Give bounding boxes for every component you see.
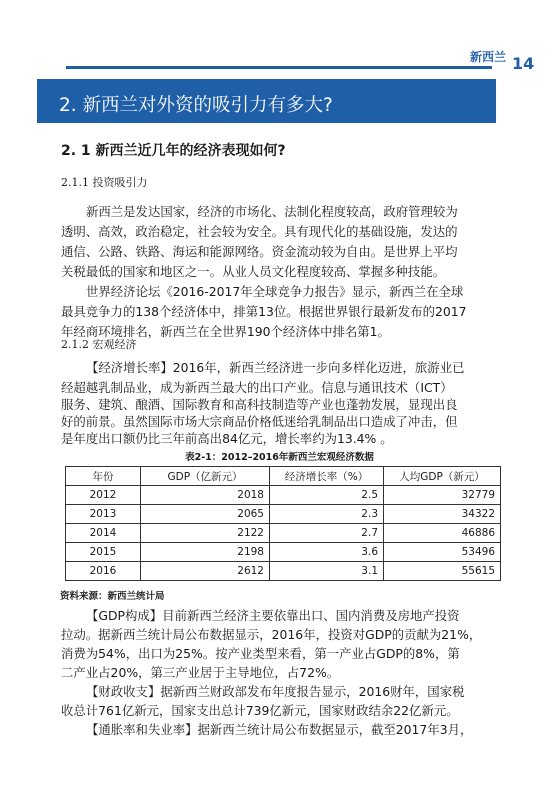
paragraph-line: 【通胀率和失业率】据新西兰统计局公布数据显示，截至2017年3月， bbox=[86, 722, 473, 737]
table-source-note: 资料来源：新西兰统计局 bbox=[60, 591, 165, 602]
table-row bbox=[66, 562, 501, 581]
table-cell: 2015 bbox=[66, 543, 141, 562]
section-2-1-2-title: 2.1.2 宏观经济 bbox=[61, 338, 137, 351]
table-cell: 2018 bbox=[141, 486, 270, 505]
table-cell: 2012 bbox=[66, 486, 141, 505]
chapter-title: 2. 新西兰对外资的吸引力有多大? bbox=[59, 95, 333, 116]
table-cell: 2016 bbox=[66, 562, 141, 581]
paragraph-line: 新西兰是发达国家，经济的市场化、法制化程度较高，政府管理较为 bbox=[86, 204, 458, 219]
section-2-1-title: 2. 1 新西兰近几年的经济表现如何? bbox=[61, 143, 286, 159]
paragraph-line: 最具竞争力的138个经济体中，排第13位。根据世界银行最新发布的2017 bbox=[61, 304, 467, 319]
column-header-year: 年份 bbox=[66, 467, 141, 486]
column-header-growth: 经济增长率（%） bbox=[270, 467, 384, 486]
paragraph-line: 通信、公路、铁路、海运和能源网络。资金流动较为自由。是世界上平均 bbox=[61, 244, 458, 259]
table-cell: 32779 bbox=[384, 486, 501, 505]
table-cell: 2198 bbox=[141, 543, 270, 562]
table-cell: 3.1 bbox=[270, 562, 384, 581]
paragraph-line: 【财政收支】据新西兰财政部发布年度报告显示，2016财年，国家税 bbox=[86, 684, 465, 699]
table-header-row bbox=[66, 467, 501, 486]
table-cell: 2.3 bbox=[270, 505, 384, 524]
table-row bbox=[66, 505, 501, 524]
table-row bbox=[66, 486, 501, 505]
table-cell: 3.6 bbox=[270, 543, 384, 562]
table-cell: 46886 bbox=[384, 524, 501, 543]
header-section-label: 新西兰 bbox=[469, 50, 506, 64]
paragraph-line: 消费为54%，出口为25%。按产业类型来看，第一产业占GDP的8%，第 bbox=[61, 646, 460, 661]
paragraph-line: 透明、高效，政治稳定，社会较为安全。具有现代化的基础设施，发达的 bbox=[61, 224, 458, 239]
paragraph-line: 年经商环境排名，新西兰在全世界190个经济体中排名第1。 bbox=[61, 324, 390, 339]
column-header-gdp-per-capita: 人均GDP（新元） bbox=[384, 467, 501, 486]
paragraph-line: 【经济增长率】2016年，新西兰经济进一步向多样化迈进，旅游业已 bbox=[86, 360, 465, 375]
table-row bbox=[66, 524, 501, 543]
paragraph-line: 世界经济论坛《2016-2017年全球竞争力报告》显示，新西兰在全球 bbox=[86, 284, 464, 299]
table-cell: 34322 bbox=[384, 505, 501, 524]
table-row bbox=[66, 543, 501, 562]
paragraph-line: 服务、建筑、酿酒、国际教育和高科技制造等产业也蓬勃发展，显现出良 bbox=[61, 397, 458, 412]
table-cell: 53496 bbox=[384, 543, 501, 562]
table-cell: 2.7 bbox=[270, 524, 384, 543]
table-cell: 2065 bbox=[141, 505, 270, 524]
paragraph-line: 收总计761亿新元，国家支出总计739亿新元，国家财政结余22亿新元。 bbox=[61, 703, 459, 718]
table-cell: 55615 bbox=[384, 562, 501, 581]
section-2-1-1-title: 2.1.1 投资吸引力 bbox=[61, 176, 148, 189]
table-caption: 表2-1：2012–2016年新西兰宏观经济数据 bbox=[185, 452, 374, 463]
table-cell: 2612 bbox=[141, 562, 270, 581]
paragraph-line: 经超越乳制品业，成为新西兰最大的出口产业。信息与通讯技术（ICT） bbox=[61, 380, 453, 395]
table-cell: 2122 bbox=[141, 524, 270, 543]
page-number: 14 bbox=[512, 54, 535, 73]
paragraph-line: 是年度出口额仍比三年前高出84亿元，增长率约为13.4% 。 bbox=[61, 431, 393, 446]
paragraph-line: 拉动。据新西兰统计局公布数据显示，2016年，投资对GDP的贡献为21%， bbox=[61, 627, 482, 642]
table-cell: 2013 bbox=[66, 505, 141, 524]
paragraph-line: 【GDP构成】目前新西兰经济主要依靠出口、国内消费及房地产投资 bbox=[86, 608, 460, 623]
paragraph-line: 好的前景。虽然国际市场大宗商品价格低迷给乳制品出口造成了冲击，但 bbox=[61, 414, 458, 429]
table-cell: 2.5 bbox=[270, 486, 384, 505]
paragraph-line: 二产业占20%，第三产业居于主导地位，占72%。 bbox=[61, 665, 340, 680]
paragraph-line: 关税最低的国家和地区之一。从业人员文化程度较高、掌握多种技能。 bbox=[61, 264, 446, 279]
header-rule bbox=[66, 66, 492, 69]
table-cell: 2014 bbox=[66, 524, 141, 543]
column-header-gdp: GDP（亿新元） bbox=[141, 467, 270, 486]
macro-economic-table bbox=[65, 466, 501, 581]
